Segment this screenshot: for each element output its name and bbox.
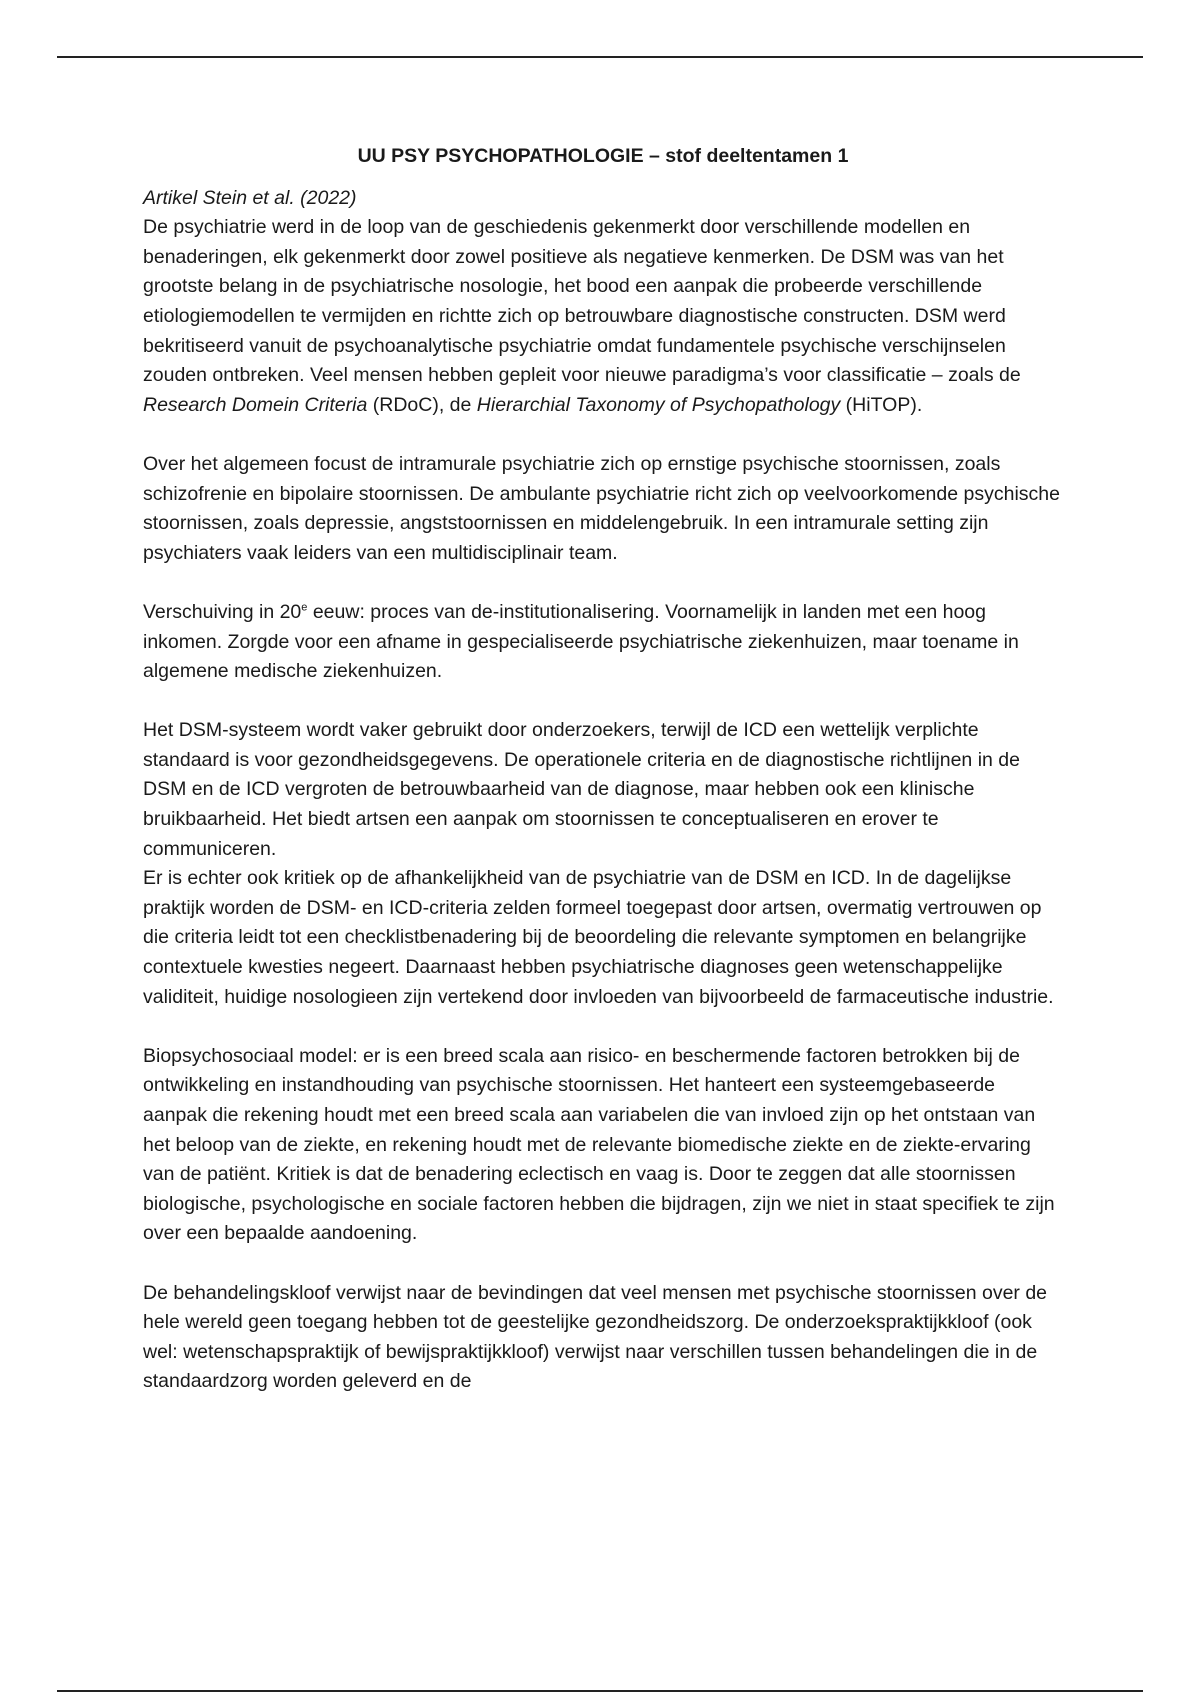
document-page — [143, 142, 1063, 1427]
emphasis-hitop: Hierarchial Taxonomy of Psychopathology — [476, 393, 841, 416]
paragraph-deinstitutionalization — [143, 598, 1063, 687]
document-title: UU PSY PSYCHOPATHOLOGIE – stof deeltentamen 1 — [357, 145, 849, 167]
paragraph-intramural: Over het algemeen focust de intramurale psychiatrie zich op ernstige psychische stoornissen, zoals schizofrenie en bipolaire stoornissen. De ambulante psychiatrie richt zich op veelvoorkomende psychische stoornissen, zoals depressie, angststoornissen en middelengebruik. In een intramurale setting zijn psychiaters vaak leiders van een multidisciplinair team. — [143, 452, 1060, 564]
paragraph-dsm-icd: Het DSM-systeem wordt vaker gebruikt door onderzoekers, terwijl de ICD een wettelijk verplichte standaard is voor gezondheidsgegevens. De operationele criteria en de diagnostische richtlijnen in de DSM en de ICD vergroten de betrouwbaarheid van de diagnose, maar hebben ook een klinische bruikbaarheid. Het biedt artsen een aanpak om stoornissen te conceptualiseren en erover te communiceren. — [143, 719, 1020, 860]
paragraph-text: (HiTOP). — [840, 393, 923, 416]
header-rule — [57, 56, 1143, 58]
emphasis-rdoc: Research Domein Criteria — [143, 393, 368, 416]
paragraph-treatment-gap: De behandelingskloof verwijst naar de bevindingen dat veel mensen met psychische stoornissen over de hele wereld geen toegang hebben tot de geestelijke gezondheidszorg. De onderzoekspraktijkkloof (ook wel: wetenschapspraktijk of bewijspraktijkkloof) verwijst naar verschillen tussen behandelingen die in de standaardzorg worden geleverd en de — [143, 1281, 1048, 1393]
paragraph-intro — [143, 184, 1063, 421]
paragraph-criticism: Er is echter ook kritiek op de afhankelijkheid van de psychiatrie van de DSM en ICD. In de dagelijkse praktijk worden de DSM- en ICD-criteria zelden formeel toegepast door artsen, overmatig vertrouwen op die criteria leidt tot een checklistbenadering bij de beoordeling die relevante symptomen en belangrijke contextuele kwesties negeert. Daarnaast hebben psychiatrische diagnoses geen wetenschappelijke validiteit, huidige nosologieen zijn vertekend door invloeden van bijvoorbeeld de farmaceutische industrie. — [143, 867, 1054, 1008]
paragraph-text: (RDoC), de — [367, 393, 477, 416]
paragraph-text: eeuw: proces van de-institutionalisering. Voornamelijk in landen met een hoog inkomen. Zorgde voor een afname in gespecialiseerde psychiatrische ziekenhuizen, maar toename in algemene medische ziekenhuizen. — [143, 600, 1019, 683]
footer-rule — [57, 1690, 1143, 1692]
paragraph-text: De psychiatrie werd in de loop van de geschiedenis gekenmerkt door verschillende modellen en benaderingen, elk gekenmerkt door zowel positieve als negatieve kenmerken. De DSM was van het grootste belang in de psychiatrische nosologie, het bood een aanpak die probeerde verschillende etiologiemodellen te vermijden en richtte zich op betrouwbare diagnostische constructen. DSM werd bekritiseerd vanuit de psychoanalytische psychiatrie omdat fundamentele psychische verschijnselen zouden ontbreken. Veel mensen hebben gepleit voor nieuwe paradigma’s voor classificatie – zoals de — [143, 216, 1021, 387]
paragraph-text: Verschuiving in 20 — [143, 600, 302, 623]
article-reference: Artikel Stein et al. (2022) — [143, 186, 357, 209]
superscript: e — [301, 601, 308, 614]
paragraph-biopsychosocial: Biopsychosociaal model: er is een breed scala aan risico- en beschermende factoren betrokken bij de ontwikkeling en instandhouding van psychische stoornissen. Het hanteert een systeemgebaseerde aanpak die rekening houdt met een breed scala aan variabelen die van invloed zijn op het ontstaan van het beloop van de ziekte, en rekening houdt met de relevante biomedische ziekte en de ziekte-ervaring van de patiënt. Kritiek is dat de benadering eclectisch en vaag is. Door te zeggen dat alle stoornissen biologische, psychologische en sociale factoren hebben die bijdragen, zijn we niet in staat specifiek te zijn over een bepaalde aandoening. — [143, 1044, 1055, 1245]
